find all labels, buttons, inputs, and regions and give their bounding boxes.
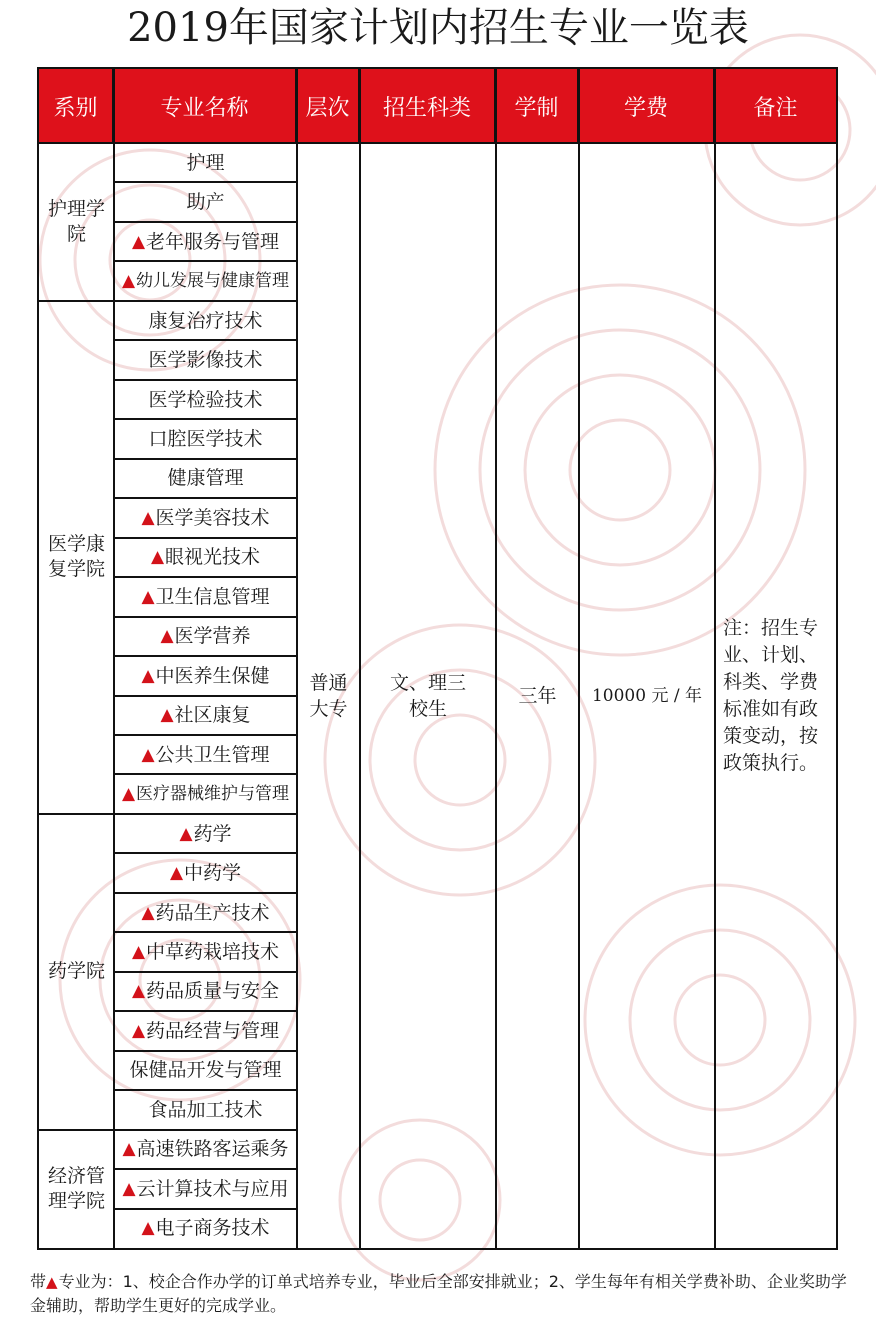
major-cell (114, 419, 297, 458)
marker-triangle-icon: ▲ (179, 823, 193, 844)
major-name: 医学营养 (174, 625, 251, 648)
major-name: 中医养生保健 (155, 664, 270, 687)
major-name: 公共卫生管理 (155, 743, 270, 766)
major-name: 社区康复 (174, 704, 251, 727)
department-divider (39, 1129, 114, 1131)
header-category: 招生科类 (360, 69, 496, 143)
column-divider (578, 69, 580, 1248)
major-cell (114, 972, 297, 1011)
major-cell (114, 538, 297, 577)
row-divider (114, 497, 297, 499)
major-cell (114, 459, 297, 498)
marker-triangle-icon: ▲ (141, 744, 155, 765)
major-name: 医学美容技术 (155, 506, 270, 529)
header-duration: 学制 (496, 69, 579, 143)
marker-triangle-icon: ▲ (141, 507, 155, 528)
column-divider (113, 69, 115, 1248)
marker-triangle-icon: ▲ (160, 626, 174, 647)
duration-cell: 三年 (518, 684, 557, 707)
row-divider (114, 734, 297, 736)
row-divider (114, 1050, 297, 1052)
major-cell (114, 1130, 297, 1169)
major-name: 医学影像技术 (148, 349, 263, 372)
footnote-text: 专业为：1、校企合作办学的订单式培养专业，毕业后全部安排就业；2、学生每年有相关学费补助、企业奖助学金辅助，帮助学生更好的完成学业。 (30, 1272, 847, 1315)
row-divider (114, 616, 297, 618)
major-name: 医学检验技术 (148, 388, 263, 411)
row-divider (114, 1208, 297, 1210)
major-cell (114, 143, 297, 182)
major-name: 中草药栽培技术 (146, 941, 280, 963)
marker-triangle-icon: ▲ (141, 902, 155, 923)
header-major: 专业名称 (114, 69, 297, 143)
department-name: 护理学院 (47, 197, 105, 245)
marker-triangle-icon: ▲ (122, 1178, 136, 1199)
marker-triangle-icon: ▲ (46, 1273, 58, 1291)
major-name: 药品生产技术 (155, 901, 270, 924)
major-name: 保健品开发与管理 (129, 1059, 282, 1082)
major-cell (114, 222, 297, 261)
majors-table (37, 67, 838, 1250)
marker-triangle-icon: ▲ (150, 547, 165, 568)
major-name: 云计算技术与应用 (136, 1177, 289, 1200)
major-cell (114, 735, 297, 774)
major-cell (114, 774, 297, 813)
marker-triangle-icon: ▲ (141, 586, 155, 607)
row-divider (114, 971, 297, 973)
row-divider (114, 931, 297, 933)
marker-triangle-icon: ▲ (131, 231, 146, 252)
row-divider (114, 813, 297, 815)
tuition-cell: 10000 元 / 年 (591, 685, 703, 706)
row-divider (114, 300, 297, 302)
major-cell (114, 261, 297, 300)
department-name: 药学院 (47, 960, 105, 983)
row-divider (114, 852, 297, 854)
row-divider (114, 892, 297, 894)
major-cell (114, 498, 297, 537)
major-cell (114, 380, 297, 419)
major-name: 健康管理 (167, 467, 244, 490)
marker-triangle-icon: ▲ (131, 1020, 146, 1041)
row-divider (114, 537, 297, 539)
major-name: 康复治疗技术 (148, 309, 263, 332)
major-name: 助产 (186, 191, 225, 214)
major-cell (114, 577, 297, 616)
row-divider (114, 576, 297, 578)
major-cell (114, 340, 297, 379)
header-divider (39, 142, 836, 144)
major-cell (114, 656, 297, 695)
row-divider (114, 1129, 297, 1131)
row-divider (114, 1010, 297, 1012)
marker-triangle-icon: ▲ (122, 1139, 136, 1160)
level-cell: 普通大专 (309, 671, 348, 720)
major-cell (114, 814, 297, 853)
major-cell (114, 853, 297, 892)
major-name: 医疗器械维护与管理 (136, 784, 290, 805)
remark-cell: 注：招生专业、计划、科类、学费标准如有政策变动，按政策执行。 (723, 616, 819, 774)
major-cell (114, 893, 297, 932)
header-level: 层次 (297, 69, 360, 143)
row-divider (114, 181, 297, 183)
major-name: 卫生信息管理 (155, 585, 270, 608)
column-divider (296, 69, 298, 1248)
department-divider (39, 300, 114, 302)
major-name: 电子商务技术 (155, 1217, 270, 1240)
major-cell (114, 182, 297, 221)
row-divider (114, 773, 297, 775)
category-cell: 文、理三校生 (390, 671, 467, 720)
row-divider (114, 379, 297, 381)
major-cell (114, 932, 297, 971)
row-divider (114, 221, 297, 223)
row-divider (114, 418, 297, 420)
major-name: 幼儿发展与健康管理 (136, 271, 290, 292)
row-divider (114, 695, 297, 697)
column-divider (714, 69, 716, 1248)
column-divider (359, 69, 361, 1248)
major-cell (114, 1011, 297, 1050)
row-divider (114, 458, 297, 460)
major-name: 药品质量与安全 (146, 980, 280, 1003)
footnote (30, 1270, 860, 1318)
major-name: 护理 (186, 151, 225, 174)
major-cell (114, 1090, 297, 1129)
major-name: 中药学 (184, 862, 242, 885)
major-name: 口腔医学技术 (148, 427, 263, 450)
header-tuition: 学费 (579, 69, 715, 143)
header-remark: 备注 (715, 69, 836, 143)
major-cell (114, 301, 297, 340)
major-name: 老年服务与管理 (146, 230, 280, 253)
marker-triangle-icon: ▲ (141, 1218, 155, 1239)
footnote-prefix: 带 (30, 1272, 47, 1291)
major-cell (114, 1051, 297, 1090)
marker-triangle-icon: ▲ (169, 863, 184, 884)
header-department: 系别 (39, 69, 114, 143)
major-name: 高速铁路客运乘务 (136, 1138, 289, 1161)
row-divider (114, 655, 297, 657)
major-cell (114, 1169, 297, 1208)
row-divider (114, 339, 297, 341)
major-name: 食品加工技术 (148, 1098, 263, 1121)
major-name: 药学 (193, 822, 232, 845)
major-cell (114, 696, 297, 735)
marker-triangle-icon: ▲ (131, 981, 146, 1002)
marker-triangle-icon: ▲ (141, 665, 155, 686)
major-name: 眼视光技术 (165, 546, 261, 569)
department-name: 经济管理学院 (47, 1164, 105, 1212)
row-divider (114, 1089, 297, 1091)
column-divider (495, 69, 497, 1248)
marker-triangle-icon: ▲ (160, 705, 174, 726)
major-cell (114, 617, 297, 656)
marker-triangle-icon: ▲ (121, 784, 136, 805)
department-name: 医学康复学院 (47, 533, 105, 581)
row-divider (114, 1168, 297, 1170)
marker-triangle-icon: ▲ (121, 271, 136, 292)
major-name: 药品经营与管理 (146, 1019, 280, 1042)
department-divider (39, 813, 114, 815)
page-title: 2019年国家计划内招生专业一览表 (127, 5, 749, 51)
row-divider (114, 260, 297, 262)
marker-triangle-icon: ▲ (131, 942, 146, 962)
major-cell (114, 1209, 297, 1248)
